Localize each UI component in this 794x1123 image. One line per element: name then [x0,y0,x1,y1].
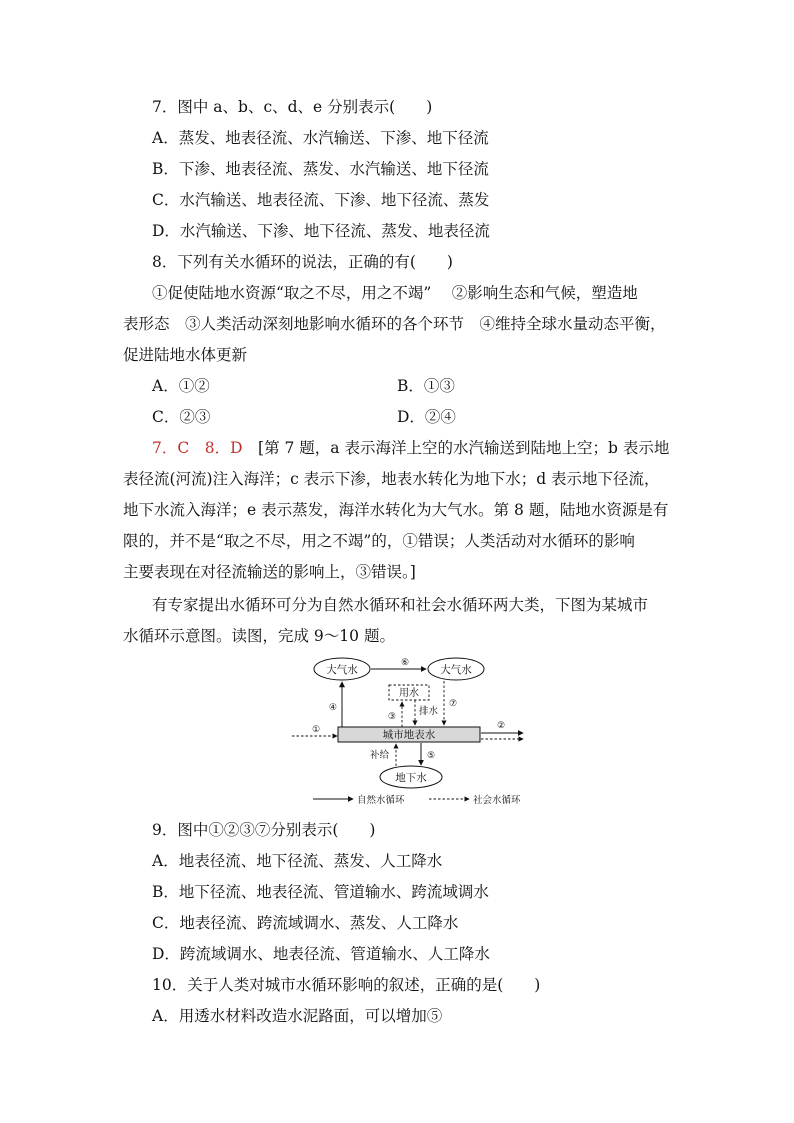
answer-7-8-line-3: 地下水流入海洋；e 表示蒸发，海洋水转化为大气水。第 8 题，陆地水资源是有 [123,501,669,519]
groundwater-label: 地下水 [395,772,427,784]
answer-key: 7．C 8．D [152,439,243,457]
discharge-label: 排水 [419,706,439,717]
q7-stem: 7．图中 a、b、c、d、e 分别表示( ) [152,98,433,116]
q9-stem: 9．图中①②③⑦分别表示( ) [152,821,376,839]
q10-stem: 10．关于人类对城市水循环影响的叙述，正确的是( ) [152,976,541,994]
atmos-right-label: 大气水 [440,664,472,676]
q8-option-d: D．②④ [397,408,456,426]
q8-option-a: A．①② [152,377,210,395]
q8-stem: 8．下列有关水循环的说法，正确的有( ) [152,253,453,271]
q8-option-b: B．①③ [397,377,455,395]
legend-natural-label: 自然水循环 [357,795,405,806]
q7-option-a: A．蒸发、地表径流、水汽输送、下渗、地下径流 [152,129,489,147]
answer-explanation-start: [第 7 题，a 表示海洋上空的水汽输送到陆地上空；b 表示地 [258,439,670,457]
q8-option-c: C．②③ [152,408,211,426]
answer-7-8-line-1 [152,437,669,459]
label-2: ② [496,721,506,731]
q7-option-d: D．水汽输送、下渗、地下径流、蒸发、地表径流 [152,222,490,240]
q10-option-a: A．用透水材料改造水泥路面，可以增加⑤ [152,1007,443,1025]
label-3: ③ [387,712,396,722]
label-7: ⑦ [449,699,458,709]
intro-line-2: 水循环示意图。读图，完成 9～10 题。 [123,627,395,645]
q9-option-a: A．地表径流、地下径流、蒸发、人工降水 [152,852,443,870]
urban-water-cycle-diagram [285,652,540,810]
label-4: ④ [328,703,337,713]
answer-7-8-line-2: 表径流(河流)注入海洋；c 表示下渗，地表水转化为地下水；d 表示地下径流， [123,470,660,488]
q9-option-d: D．跨流域调水、地表径流、管道输水、人工降水 [152,945,490,963]
q7-option-c: C．水汽输送、地表径流、下渗、地下径流、蒸发 [152,191,490,209]
answer-7-8-line-4: 限的，并不是“取之不尽，用之不竭”的，①错误；人类活动对水循环的影响 [123,532,635,550]
label-1: ① [311,725,321,735]
q9-option-b: B．地下径流、地表径流、管道输水、跨流域调水 [152,883,489,901]
intro-line-1: 有专家提出水循环可分为自然水循环和社会水循环两大类，下图为某城市 [152,596,649,614]
q8-body-line-1: ①促使陆地水资源“取之不尽，用之不竭” ②影响生态和气候，塑造地 [152,284,638,302]
atmos-left-label: 大气水 [326,664,358,676]
q8-body-line-2: 表形态 ③人类活动深刻地影响水循环的各个环节 ④维持全球水量动态平衡， [123,315,666,333]
label-5: ⑤ [427,751,436,761]
q9-option-c: C．地表径流、跨流域调水、蒸发、人工降水 [152,914,459,932]
q7-option-b: B．下渗、地表径流、蒸发、水汽输送、地下径流 [152,160,489,178]
q8-body-line-3: 促进陆地水体更新 [123,346,248,364]
answer-7-8-line-5: 主要表现在对径流输送的影响上，③错误。] [123,563,416,581]
use-water-label: 用水 [399,688,419,699]
legend-social-label: 社会水循环 [473,795,521,806]
city-surface-water-label: 城市地表水 [382,729,436,741]
label-6: ⑥ [400,658,410,668]
recharge-label: 补给 [369,750,389,761]
